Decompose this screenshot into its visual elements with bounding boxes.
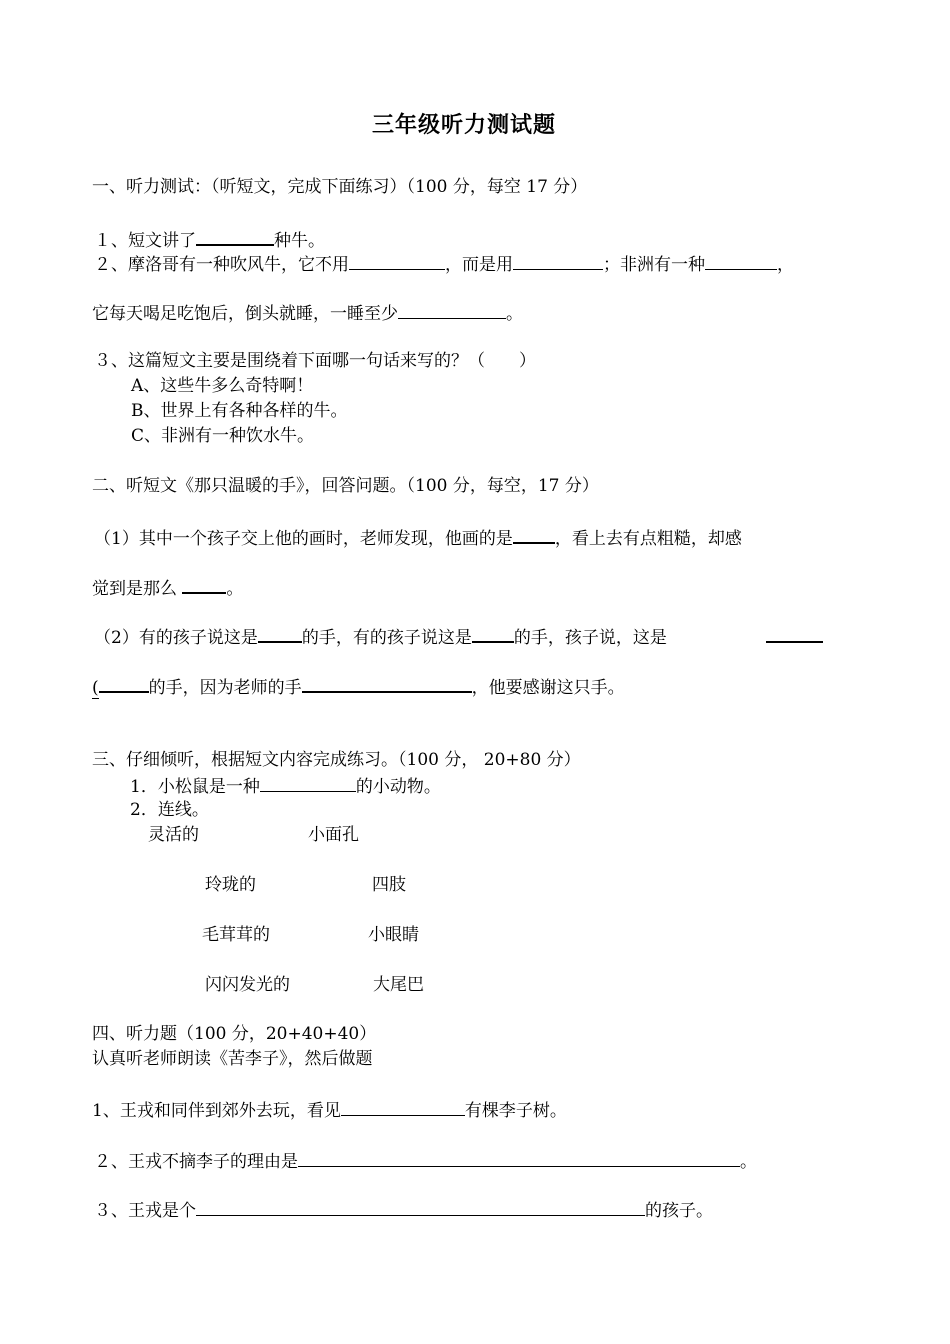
s1-q1-text-b: 种牛。 xyxy=(274,231,325,251)
s2-p2-blank-5[interactable] xyxy=(302,674,472,693)
match-left-item[interactable]: 闪闪发光的 xyxy=(205,975,290,995)
s1-question-2-cont xyxy=(92,301,523,325)
match-right-item[interactable]: 小眼睛 xyxy=(368,925,419,945)
s2-p2-open-paren: ( xyxy=(92,678,99,698)
s2-p2-text-f: ，他要感谢这只手。 xyxy=(471,678,625,698)
s2-p2-blank-3-wrap xyxy=(766,624,823,649)
s1-q1-blank[interactable] xyxy=(196,227,274,246)
s3-q1-text-a: 1．小松鼠是一种 xyxy=(130,777,260,797)
s2-p2-blank-3[interactable] xyxy=(766,624,823,643)
match-right-item[interactable]: 大尾巴 xyxy=(373,975,424,995)
s2-p1-blank-2[interactable] xyxy=(182,575,226,594)
page-title: 三年级听力测试题 xyxy=(372,112,557,138)
s2-p1-text-d: 。 xyxy=(226,579,244,599)
s2-p1-text-b: ，看上去有点粗糙，却感 xyxy=(554,529,742,549)
section-1-heading: 一、听力测试：（听短文，完成下面练习）（100 分，每空 17 分） xyxy=(92,177,588,197)
s2-p1-text-a: （1）其中一个孩子交上他的画时，老师发现，他画的是 xyxy=(94,529,513,549)
match-right-item[interactable]: 四肢 xyxy=(372,875,406,895)
s1-question-1 xyxy=(94,227,325,252)
s1-question-3: ３、这篇短文主要是围绕着下面哪一句话来写的？（ ） xyxy=(94,351,536,371)
s3-question-1 xyxy=(130,774,441,798)
s1-q1-text-a: １、短文讲了 xyxy=(94,231,196,251)
s1-q2-blank-4[interactable] xyxy=(398,301,506,319)
section-3-heading: 三、仔细倾听，根据短文内容完成练习。（100 分， 20+80 分） xyxy=(92,750,581,770)
s4-q3-text-b: 的孩子。 xyxy=(645,1201,713,1221)
s2-p2-text-e: 的手，因为老师的手 xyxy=(148,678,302,698)
s4-question-2 xyxy=(94,1149,757,1173)
s2-p2-blank-2[interactable] xyxy=(472,624,514,643)
s3-q1-text-b: 的小动物。 xyxy=(355,777,441,797)
s1-q2-text-d: ， xyxy=(777,255,794,275)
s2-p2-text-b: 的手，有的孩子说这是 xyxy=(301,628,472,648)
s2-p1-text-c: 觉到是那么 xyxy=(92,579,177,599)
s2-paragraph-2 xyxy=(94,624,667,649)
s1-q2-text-a: ２、摩洛哥有一种吹风牛，它不用 xyxy=(94,255,349,275)
s2-p2-text-c: 的手，孩子说，这是 xyxy=(513,628,667,648)
s1-option-b[interactable]: B、世界上有各种各样的牛。 xyxy=(131,401,348,421)
s1-q2-text-e: 它每天喝足吃饱后，倒头就睡，一睡至少 xyxy=(92,304,398,324)
s3-q1-blank[interactable] xyxy=(260,774,356,792)
s2-p2-text-a: （2）有的孩子说这是 xyxy=(94,628,258,648)
s2-p2-blank-1[interactable] xyxy=(258,624,302,643)
s4-question-3 xyxy=(94,1198,713,1222)
match-left-item[interactable]: 灵活的 xyxy=(148,825,199,845)
s2-p2-blank-4[interactable] xyxy=(99,674,149,693)
s1-q2-text-c: ；非洲有一种 xyxy=(603,255,705,275)
s4-q2-text-a: ２、王戎不摘李子的理由是 xyxy=(94,1152,298,1172)
s4-q1-text-b: 有棵李子树。 xyxy=(464,1101,567,1121)
s1-q2-text-b: ，而是用 xyxy=(445,255,513,275)
s1-q2-blank-2[interactable] xyxy=(513,252,603,270)
match-right-item[interactable]: 小面孔 xyxy=(308,825,359,845)
s2-paragraph-1 xyxy=(94,525,742,550)
s4-q1-text-a: 1、王戎和同伴到郊外去玩，看见 xyxy=(92,1101,341,1121)
s1-q2-text-f: 。 xyxy=(506,304,523,324)
s4-q3-text-a: ３、王戎是个 xyxy=(94,1201,196,1221)
s4-q2-blank[interactable] xyxy=(298,1149,740,1167)
s4-q2-text-b: 。 xyxy=(740,1152,757,1172)
s2-p1-blank-1[interactable] xyxy=(513,525,555,544)
section-4-intro: 认真听老师朗读《苦李子》，然后做题 xyxy=(92,1049,373,1069)
section-2-heading: 二、听短文《那只温暖的手》，回答问题。（100 分，每空，17 分） xyxy=(92,476,599,496)
s4-question-1 xyxy=(92,1098,567,1122)
s1-option-c[interactable]: C、非洲有一种饮水牛。 xyxy=(131,426,315,446)
s2-paragraph-2-cont xyxy=(92,674,625,699)
s4-q1-blank[interactable] xyxy=(341,1098,465,1116)
match-left-item[interactable]: 毛茸茸的 xyxy=(202,925,270,945)
s1-q2-blank-1[interactable] xyxy=(349,252,445,270)
s1-option-a[interactable]: A、这些牛多么奇特啊！ xyxy=(131,376,314,396)
s1-q2-blank-3[interactable] xyxy=(705,252,777,270)
s3-question-2: 2．连线。 xyxy=(130,800,209,820)
s2-paragraph-1-cont xyxy=(92,575,243,600)
match-left-item[interactable]: 玲珑的 xyxy=(205,875,256,895)
s1-question-2 xyxy=(94,252,794,276)
s4-q3-blank[interactable] xyxy=(196,1198,645,1216)
section-4-heading: 四、听力题（100 分，20+40+40） xyxy=(92,1024,377,1044)
